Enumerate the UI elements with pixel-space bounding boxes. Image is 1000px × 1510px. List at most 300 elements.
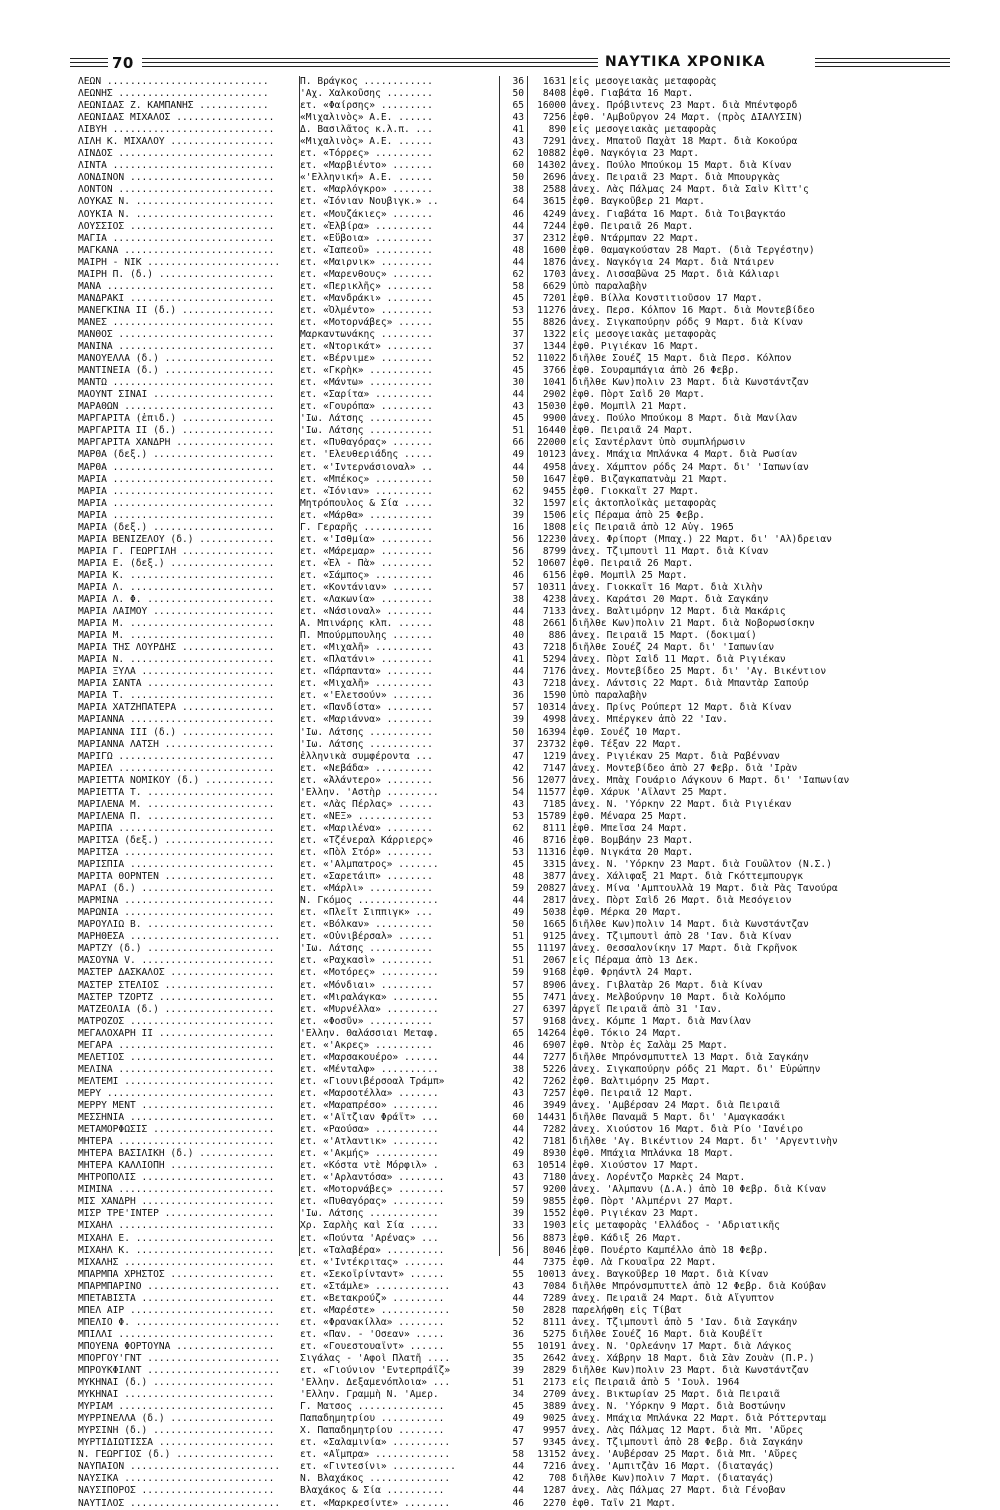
tonnage-cell: 1876	[542, 256, 566, 268]
ship-name-cell: ΜΑΝΙΝΑ ...........................	[78, 341, 275, 353]
position-cell: ἐφθ. Μέναρα 25 Μαρτ.	[572, 810, 688, 822]
ship-name-cell: ΜΑΙΡΗ - ΝΙΚ .......................	[78, 256, 281, 268]
owner-cell: 'Ελλην. Δεξαμενόπλοια» ...	[300, 1377, 451, 1389]
tonnage-cell: 6397	[542, 1003, 566, 1015]
built-year-cell: 49	[512, 1148, 524, 1160]
position-cell: ἀνεχ. Ριγιέκαν 25 Μαρτ. διὰ Ραβένναν	[572, 750, 780, 762]
tonnage-cell: 11276	[537, 304, 566, 316]
owner-cell: ετ. «Αἴμπρα» .............	[300, 1449, 451, 1461]
built-year-cell: 43	[512, 642, 524, 654]
ship-name-cell: ΜΑΡΙΑ Ν. .........................	[78, 654, 275, 666]
tonnage-cell: 7257	[542, 1087, 566, 1099]
owner-cell: ετ. «Μιραλάγκα» ........	[300, 991, 439, 1003]
position-cell: ἐφθ. Βομβάην 23 Μαρτ.	[572, 834, 694, 846]
ship-name-cell: ΜΑΡΙΑ ............................	[78, 473, 275, 485]
tonnage-cell: 8716	[542, 834, 566, 846]
owner-cell: ετ. «Πλεῖτ Σιππιγκ» ...	[300, 907, 433, 919]
ship-name-cell: ΜΗΤΕΡΑ ΒΑΣΙΛΙΚΗ (δ.) .............	[78, 1148, 275, 1160]
position-cell: ἐφθ. Ναγκόγια 23 Μαρτ.	[572, 148, 700, 160]
ship-name-cell: ΜΑΡΙΠΑ ...........................	[78, 822, 275, 834]
position-cell: εἰς Σαντέρλαντ ὑπὸ συμπλήρωσιν	[572, 437, 746, 449]
owner-cell: ετ. «Ἐλ - Πὰ» .........	[300, 557, 433, 569]
ship-name-cell: ΜΑΝΕΣ ............................	[78, 316, 275, 328]
position-cell: ἐφθ. Σουέζ 10 Μαρτ.	[572, 726, 682, 738]
position-cell: ἀνεχ. Χιούστον 16 Μαρτ. διὰ Ρίο 'Ιανέιρο	[572, 1124, 804, 1136]
table-row	[78, 172, 940, 184]
table-row	[78, 184, 940, 196]
ship-name-cell: ΜΗΤΕΡΑ ΚΑΛΛΙΟΠΗ ..................	[78, 1160, 275, 1172]
owner-cell: ετ. «'Αρλαντόσα» ........	[300, 1172, 445, 1184]
owner-cell: ετ. «'Ακμής» ...........	[300, 1148, 439, 1160]
table-row	[78, 582, 940, 594]
position-cell: ἀνεχ. Γιαβάτα 16 Μαρτ. διὰ Τοιβαγκτάο	[572, 208, 786, 220]
owner-cell: Δ. Βασιλᾶτος κ.λ.π. ...	[300, 124, 433, 136]
ship-name-cell: ΜΑΤΖΕΟΛΙΑ (δ.) ...................	[78, 1003, 275, 1015]
table-row	[78, 1425, 940, 1437]
table-row	[78, 196, 940, 208]
built-year-cell: 44	[512, 256, 524, 268]
tonnage-cell: 4958	[542, 461, 566, 473]
ship-name-cell: ΜΑΡΙΑ Κ. .........................	[78, 569, 275, 581]
table-row	[78, 76, 940, 88]
position-cell: ἐφθ. Γιοκκαΐτ 27 Μαρτ.	[572, 485, 700, 497]
header-rule-left-1	[70, 58, 108, 59]
table-row	[78, 727, 940, 739]
table-row	[78, 1461, 940, 1473]
built-year-cell: 45	[512, 292, 524, 304]
table-row	[78, 654, 940, 666]
table-row	[78, 1245, 940, 1257]
position-cell: παρελήφθη εἰς Τίβατ	[572, 1304, 682, 1316]
built-year-cell: 51	[512, 955, 524, 967]
ship-name-cell: ΜΑΡΙΕΤΤΑ ΝΟΜΙΚΟΥ (δ.) ............	[78, 774, 275, 786]
table-row	[78, 546, 940, 558]
tonnage-cell: 9855	[542, 1196, 566, 1208]
position-cell: ἀνεχ. Λὰς Πάλμας 12 Μαρτ. διὰ Μπ. 'Αὔρες	[572, 1425, 804, 1437]
tonnage-cell: 12230	[537, 533, 566, 545]
owner-cell: «Μιχαλινὸς» Α.Ε. ......	[300, 136, 433, 148]
table-row	[78, 462, 940, 474]
position-cell: ἐφθ. Θαμαγκούσταν 28 Μαρτ. (διὰ Τεργέστην)	[572, 244, 815, 256]
owner-cell: 'Ελλην. Θαλάσσιαι Μεταφ.	[300, 1027, 439, 1039]
tonnage-cell: 7282	[542, 1124, 566, 1136]
position-cell: διῆλθε 'Αγ. Βικέντιον 24 Μαρτ. δι' 'Αργεντινὴν	[572, 1136, 838, 1148]
owner-cell: ετ. «Μάρεμαρ» .........	[300, 545, 433, 557]
built-year-cell: 55	[512, 1340, 524, 1352]
built-year-cell: 46	[512, 208, 524, 220]
header-rule-right-2	[815, 62, 950, 63]
table-row	[78, 522, 940, 534]
header-rule-mid-2	[142, 62, 598, 63]
table-row	[78, 570, 940, 582]
ship-name-cell: ΝΑΥΣΙΠΟΡΟΣ .......................	[78, 1485, 275, 1497]
header-rule-left-2	[70, 62, 108, 63]
position-cell: ἀνεχ. Χάβρην 18 Μαρτ. διὰ Σὰν Ζουὰν (Π.Ρ.)	[572, 1352, 815, 1364]
table-row	[78, 1377, 940, 1389]
owner-cell: ετ. «Πυθαγόρας» .......	[300, 437, 433, 449]
tonnage-cell: 8111	[542, 1316, 566, 1328]
owner-cell: ετ. «Μόνδιαι» .........	[300, 979, 433, 991]
owner-cell: ετ. «Πανδίστα» ........	[300, 702, 433, 714]
table-row	[78, 1136, 940, 1148]
tonnage-cell: 2902	[542, 389, 566, 401]
built-year-cell: 43	[512, 798, 524, 810]
ship-name-cell: ΜΑΡΙΑΝΝΑ ΛΑΤΣΗ ...................	[78, 738, 275, 750]
tonnage-cell: 9455	[542, 485, 566, 497]
built-year-cell: 33	[512, 1220, 524, 1232]
ship-name-cell: ΜΠΕΛΙΟ Φ. .........................	[78, 1316, 281, 1328]
position-cell: ἀνεχ. Περσ. Κόλπον 16 Μαρτ. διὰ Μοντεβίδεο	[572, 304, 815, 316]
ship-name-cell: ΜΑΡΓΑΡΙΤΑ ΧΑΝΔΡΗ .................	[78, 437, 275, 449]
built-year-cell: 35	[512, 1352, 524, 1364]
ship-name-cell: ΜΕΤΑΜΟΡΦΩΣΙΣ .....................	[78, 1124, 275, 1136]
built-year-cell: 38	[512, 1063, 524, 1075]
owner-cell: ετ. «Σαρίτα» ..........	[300, 389, 433, 401]
ship-name-cell: ΜΑΡΙΑ ............................	[78, 509, 275, 521]
table-row	[78, 642, 940, 654]
owner-cell: ετ. «Πὸλ Στόρ» ........	[300, 847, 433, 858]
ship-name-cell: ΜΙΣΡ ΤΡΕ'ΙΝΤΕΡ ...................	[78, 1208, 275, 1220]
table-row	[78, 353, 940, 365]
ship-name-cell: ΜΑΙΡΗ Π. (δ.) ....................	[78, 268, 275, 280]
ship-name-cell: ΜΗΤΡΟΠΟΛΙΣ .......................	[78, 1172, 275, 1184]
built-year-cell: 38	[512, 184, 524, 196]
owner-cell: ετ. «Σεκοϊρίνταντ» ......	[300, 1268, 445, 1280]
table-row	[78, 1485, 940, 1497]
owner-cell: ετ. «Ἰόνιαν Νουβιγκ.» ..	[300, 196, 439, 208]
position-cell: ἀνεχ. Πὸρτ Σαὶδ 26 Μαρτ. διὰ Μεσόγειον	[572, 895, 792, 907]
table-row	[78, 606, 940, 618]
position-cell: ἐφθ. Πὸρτ 'Αλμπέρνι 27 Μαρτ.	[572, 1196, 734, 1208]
table-row	[78, 1293, 940, 1305]
table-row	[78, 1473, 940, 1485]
position-cell: ἐφθ. Πειραιᾶ 26 Μαρτ.	[572, 220, 694, 232]
position-cell: ἐφθ. Πουέρτο Καμπέλλο ἀπὸ 18 Φεβρ.	[572, 1244, 769, 1256]
owner-cell: Π. Μπούρμπουλης .......	[300, 630, 433, 642]
tonnage-cell: 8906	[542, 979, 566, 991]
built-year-cell: 57	[512, 1437, 524, 1449]
tonnage-cell: 7133	[542, 606, 566, 618]
built-year-cell: 66	[512, 437, 524, 449]
table-row	[78, 1317, 940, 1329]
owner-cell: ετ. «Μοτορνάβες» ........	[300, 1184, 445, 1196]
position-cell: ἀνεχ. Πὸρτ Σαὶδ 11 Μαρτ. διὰ Ριγιέκαν	[572, 654, 786, 666]
table-row	[78, 425, 940, 437]
tonnage-cell: 15789	[537, 810, 566, 822]
ship-name-cell: ΜΑΡΘΑ (δεξ.) .....................	[78, 449, 275, 461]
built-year-cell: 44	[512, 1461, 524, 1473]
built-year-cell: 44	[512, 389, 524, 401]
ship-name-cell: ΜΠΟΥΕΝΑ ΦΟΡΤΟΥΝΑ .................	[78, 1340, 275, 1352]
built-year-cell: 44	[512, 666, 524, 678]
built-year-cell: 44	[512, 895, 524, 907]
ship-name-cell: ΜΕΛΕΤΙΟΣ .........................	[78, 1051, 275, 1063]
built-year-cell: 57	[512, 702, 524, 714]
built-year-cell: 37	[512, 328, 524, 340]
built-year-cell: 38	[512, 594, 524, 606]
table-row	[78, 992, 940, 1004]
ship-name-cell: ΜΠΕΤΑΒΙΣΤΑ .......................	[78, 1292, 275, 1304]
owner-cell: 'Ιω. Λάτσης ...........	[300, 413, 433, 425]
position-cell: ἐφθ. Βαλτιμόρην 25 Μαρτ.	[572, 1075, 711, 1087]
owner-cell: ετ. «Μπέκος» ..........	[300, 473, 433, 485]
built-year-cell: 44	[512, 606, 524, 618]
table-row	[78, 474, 940, 486]
owner-cell: ετ. «Ραχκασὶ» .........	[300, 955, 433, 967]
ship-name-cell: ΜΑΣΤΕΡ ΤΖΟΡΤΖ ....................	[78, 991, 275, 1003]
table-row	[78, 859, 940, 871]
owner-cell: ετ. «ΝΕΞ» .............	[300, 810, 433, 822]
ship-name-cell: ΜΙΣ ΧΑΝΔΡΗ .......................	[78, 1196, 275, 1208]
ship-name-cell: ΜΑΡΟΥΛΙΩ Β. ......................	[78, 919, 275, 931]
ship-name-cell: ΜΙΧΑΗΛ Ε. ........................	[78, 1232, 275, 1244]
tonnage-cell: 16440	[537, 425, 566, 437]
position-cell: ἀνεχ. Καράτσι 20 Μαρτ. διὰ Σαγκάην	[572, 594, 769, 606]
table-row	[78, 1124, 940, 1136]
tonnage-cell: 10013	[537, 1268, 566, 1280]
table-row	[78, 413, 940, 425]
built-year-cell: 51	[512, 425, 524, 437]
owner-cell: ετ. «Μυρνέλλα» .........	[300, 1003, 439, 1015]
owner-cell: ετ. «Ταλαβέρα» ..........	[300, 1244, 445, 1256]
tonnage-cell: 1344	[542, 341, 566, 353]
tonnage-cell: 8111	[542, 822, 566, 834]
built-year-cell: 16	[512, 521, 524, 533]
tonnage-cell: 7375	[542, 1256, 566, 1268]
owner-cell: ετ. «Τζένεραλ Κάρριερς»	[300, 834, 433, 846]
ship-name-cell: ΜΑΡΙΑΝΝΑ .........................	[78, 714, 275, 726]
tonnage-cell: 2709	[542, 1389, 566, 1401]
tonnage-cell: 14302	[537, 160, 566, 172]
built-year-cell: 45	[512, 413, 524, 425]
table-row	[78, 895, 940, 907]
built-year-cell: 58	[512, 280, 524, 292]
table-row	[78, 1353, 940, 1365]
tonnage-cell: 8930	[542, 1148, 566, 1160]
owner-cell: ετ. «Μαρσοτέλλα» .......	[300, 1087, 439, 1099]
owner-cell: «Μιχαλινὸς» Α.Ε. ......	[300, 112, 433, 124]
table-row	[78, 233, 940, 245]
table-row	[78, 1088, 940, 1100]
tonnage-cell: 7244	[542, 220, 566, 232]
owner-cell: Χρ. Σαρλὴς καὶ Σία .....	[300, 1220, 439, 1232]
table-row	[78, 919, 940, 931]
owner-cell: ετ. «Μαρενθους» .......	[300, 268, 433, 280]
position-cell: ἐφθ. Τόκιο 24 Μαρτ.	[572, 1027, 682, 1039]
table-row	[78, 1112, 940, 1124]
position-cell: ἀνεχ. Φρίπορτ (Μπαχ.) 22 Μαρτ. δι' 'Αλ)δρειαν	[572, 533, 832, 545]
ship-name-cell: ΜΑΡΙΑ ΧΑΤΖΗΠΑΤΕΡΑ ................	[78, 702, 275, 714]
owner-cell: Μητρόπουλος & Σία .....	[300, 497, 433, 509]
owner-cell: Σιγάλας - 'Αφοὶ Πλατῆ ....	[300, 1352, 451, 1364]
tonnage-cell: 10123	[537, 449, 566, 461]
position-cell: εἰς μεσογειακὰς μεταφορὰς	[572, 328, 717, 340]
table-row	[78, 1269, 940, 1281]
built-year-cell: 43	[512, 1172, 524, 1184]
position-cell: ἀνεχ. Μπατοῦ Παχὰτ 18 Μαρτ. διὰ Κοκούρα	[572, 136, 798, 148]
table-row	[78, 739, 940, 751]
tonnage-cell: 11022	[537, 353, 566, 365]
tonnage-cell: 8826	[542, 316, 566, 328]
position-cell: ἐφθ. Μέρκα 20 Μαρτ.	[572, 907, 682, 919]
position-cell: διῆλθε Κων)πολιν 23 Μαρτ. διὰ Κωνστάντζαν	[572, 377, 809, 389]
built-year-cell: 53	[512, 810, 524, 822]
table-row	[78, 943, 940, 955]
owner-cell: ετ. «Ἐλβίρα» ..........	[300, 220, 433, 232]
ship-name-cell: ΜΑΡΙΤΣΑ (δεξ.) ...................	[78, 834, 275, 846]
owner-cell: ετ. «'Ελετσούν» .......	[300, 690, 433, 702]
built-year-cell: 34	[512, 1389, 524, 1401]
table-row	[78, 1220, 940, 1232]
table-row	[78, 1437, 940, 1449]
built-year-cell: 32	[512, 497, 524, 509]
table-row	[78, 835, 940, 847]
ship-name-cell: ΜΑΡΙΑΝΝΑ ΙΙΙ (δ.) ................	[78, 726, 275, 738]
built-year-cell: 43	[512, 678, 524, 690]
owner-cell: ετ. «Μιχαλῆ» ..........	[300, 678, 433, 690]
position-cell: ἀνεχ. 'Αμπιτζὰν 16 Μαρτ. (διαταγάς)	[572, 1461, 775, 1473]
tonnage-cell: 9900	[542, 413, 566, 425]
built-year-cell: 50	[512, 919, 524, 931]
tonnage-cell: 7216	[542, 1461, 566, 1473]
tonnage-cell: 5038	[542, 907, 566, 919]
tonnage-cell: 10514	[537, 1160, 566, 1172]
tonnage-cell: 9345	[542, 1437, 566, 1449]
ship-name-cell: ΜΑΡΙΕΛ ...........................	[78, 762, 275, 774]
position-cell: διῆλθε Κων)πολιν 21 Μαρτ. διὰ Νοβορωσίσκην	[572, 618, 815, 630]
tonnage-cell: 3615	[542, 196, 566, 208]
table-row	[78, 160, 940, 172]
built-year-cell: 62	[512, 485, 524, 497]
ship-name-cell: ΜΕΡΡΥ ΜΕΝΤ .......................	[78, 1099, 275, 1111]
position-cell: ἐφθ. Μομπὶλ 25 Μαρτ.	[572, 569, 688, 581]
tonnage-cell: 9125	[542, 931, 566, 943]
owner-cell: ετ. «'Ισθμία» .........	[300, 533, 433, 545]
owner-cell: ετ. «Γουρόπα» .........	[300, 401, 433, 413]
owner-cell: Α. Μπινάρης κλπ. ......	[300, 618, 433, 630]
tonnage-cell: 6156	[542, 569, 566, 581]
tonnage-cell: 20827	[537, 883, 566, 895]
ship-name-cell: ΜΑΡΙΣΠΙΑ .........................	[78, 859, 275, 871]
table-row	[78, 1196, 940, 1208]
table-row	[78, 1257, 940, 1269]
owner-cell: ετ. «Νάσιοναλ» ........	[300, 606, 433, 618]
ship-name-cell: ΜΑΡΛΙ (δ.) .......................	[78, 883, 275, 895]
tonnage-cell: 16394	[537, 726, 566, 738]
built-year-cell: 45	[512, 1401, 524, 1413]
ship-name-cell: ΛΟΥΚΙΑ Ν. ........................	[78, 208, 275, 220]
ship-name-cell: ΜΑΡΙΛΕΝΑ Π. ......................	[78, 810, 275, 822]
owner-cell: ετ. «Μάντω» ...........	[300, 377, 433, 389]
position-cell: ἀνεχ. Ν. 'Ορλεάνην 17 Μαρτ. διὰ Λάγκος	[572, 1340, 792, 1352]
page	[70, 52, 950, 1509]
position-cell: ἀνεχ. Χάλιφαξ 21 Μαρτ. διὰ Γκόττεμπουργκ	[572, 871, 804, 883]
table-row	[78, 341, 940, 353]
table-row	[78, 1076, 940, 1088]
position-cell: ἐφθ. Λὰ Γκουαΐρα 22 Μαρτ.	[572, 1256, 717, 1268]
owner-cell: ετ. «Βέρνιμε» .........	[300, 353, 433, 365]
built-year-cell: 46	[512, 834, 524, 846]
owner-cell: ετ. «Νεβάδα» ..........	[300, 762, 433, 774]
position-cell: ἀνεχ. Γιβλατὰρ 26 Μαρτ. διὰ Κίναν	[572, 979, 763, 991]
ship-name-cell: ΜΑΝΟΥΕΛΛΑ (δ.) ...................	[78, 353, 275, 365]
ship-name-cell: ΝΑΥΠΑΙΟΝ ..........................	[78, 1461, 281, 1473]
ship-name-cell: ΜΕΓΑΛΟΧΑΡΗ ΙΙ ....................	[78, 1027, 275, 1039]
table-row	[78, 823, 940, 835]
built-year-cell: 57	[512, 979, 524, 991]
position-cell: εἰς ἀκτοπλοϊκὰς μεταφορὰς	[572, 497, 717, 509]
tonnage-cell: 7218	[542, 678, 566, 690]
built-year-cell: 56	[512, 545, 524, 557]
owner-cell: ετ. «Πυθαγόρας» .........	[300, 1196, 445, 1208]
ship-name-cell: ΛΙΛΗ Κ. ΜΙΧΑΛΟΥ ..................	[78, 136, 275, 148]
owner-cell: ετ. «'Ακρες» ..........	[300, 1039, 433, 1051]
tonnage-cell: 1600	[542, 244, 566, 256]
position-cell: ἀνεχ. Πρίνς Ρούπερτ 12 Μαρτ. διὰ Κίναν	[572, 702, 792, 714]
owner-cell: 'Ιω. Λάτσης ...........	[300, 943, 433, 955]
position-cell: εἰς Πειραιᾶ ἀπὸ 12 Αὐγ. 1965	[572, 521, 734, 533]
built-year-cell: 42	[512, 1136, 524, 1148]
built-year-cell: 37	[512, 738, 524, 750]
built-year-cell: 57	[512, 1015, 524, 1027]
tonnage-cell: 14264	[537, 1027, 566, 1039]
built-year-cell: 55	[512, 316, 524, 328]
page-header	[70, 52, 950, 74]
table-row	[78, 1401, 940, 1413]
table-row	[78, 751, 940, 763]
table-row	[78, 787, 940, 799]
built-year-cell: 59	[512, 883, 524, 895]
tonnage-cell: 16000	[537, 100, 566, 112]
owner-cell: ετ. «Γουεστουαϊντ» ......	[300, 1340, 445, 1352]
table-row	[78, 1064, 940, 1076]
tonnage-cell: 7180	[542, 1172, 566, 1184]
built-year-cell: 49	[512, 1413, 524, 1425]
table-row	[78, 221, 940, 233]
position-cell: ἐφθ. Χάρυκ 'Αϊλαντ 25 Μαρτ.	[572, 786, 728, 798]
table-row	[78, 1016, 940, 1028]
built-year-cell: 44	[512, 1051, 524, 1063]
tonnage-cell: 7289	[542, 1292, 566, 1304]
table-row	[78, 124, 940, 136]
table-row	[78, 1233, 940, 1245]
table-row	[78, 1004, 940, 1016]
built-year-cell: 41	[512, 124, 524, 136]
position-cell: ἀνεχ. Πειραιᾶ 15 Μαρτ. (δοκιμαί)	[572, 630, 757, 642]
owner-cell: ετ. «Μαριλένα» ........	[300, 822, 433, 834]
built-year-cell: 53	[512, 847, 524, 858]
tonnage-cell: 5226	[542, 1063, 566, 1075]
ship-name-cell: ΜΑΝΘΟΣ ...........................	[78, 328, 275, 340]
tonnage-cell: 8046	[542, 1244, 566, 1256]
tonnage-cell: 3315	[542, 859, 566, 871]
position-cell: διῆλθε Κων)πολιν 23 Μαρτ. διὰ Κωνστάντζαν	[572, 1365, 809, 1377]
ship-name-cell: ΜΥΚΗΝΑΙ ..........................	[78, 1389, 275, 1401]
position-cell: ἀνεχ. Γιοκκαΐτ 16 Μαρτ. διὰ Χιλὴν	[572, 581, 763, 593]
table-row	[78, 281, 940, 293]
position-cell: ἐφθ. Βαγκοῦβερ 21 Μαρτ.	[572, 196, 705, 208]
table-row	[78, 401, 940, 413]
position-cell: ἐφθ. Νιγκάτα 20 Μαρτ.	[572, 847, 694, 858]
built-year-cell: 53	[512, 304, 524, 316]
owner-cell: Ν. Βλαχάκος ..............	[300, 1473, 451, 1485]
position-cell: ἀνεχ. Μπὰχ Γουάριο Λάγκουν 6 Μαρτ. δι' 'Ιαπωνίαν	[572, 774, 850, 786]
tonnage-cell: 1808	[542, 521, 566, 533]
owner-cell: ετ. «Σάμπος» ..........	[300, 569, 433, 581]
ship-name-cell: ΜΙΧΑΗΛ ...........................	[78, 1220, 275, 1232]
table-row	[78, 1100, 940, 1112]
built-year-cell: 39	[512, 1208, 524, 1220]
